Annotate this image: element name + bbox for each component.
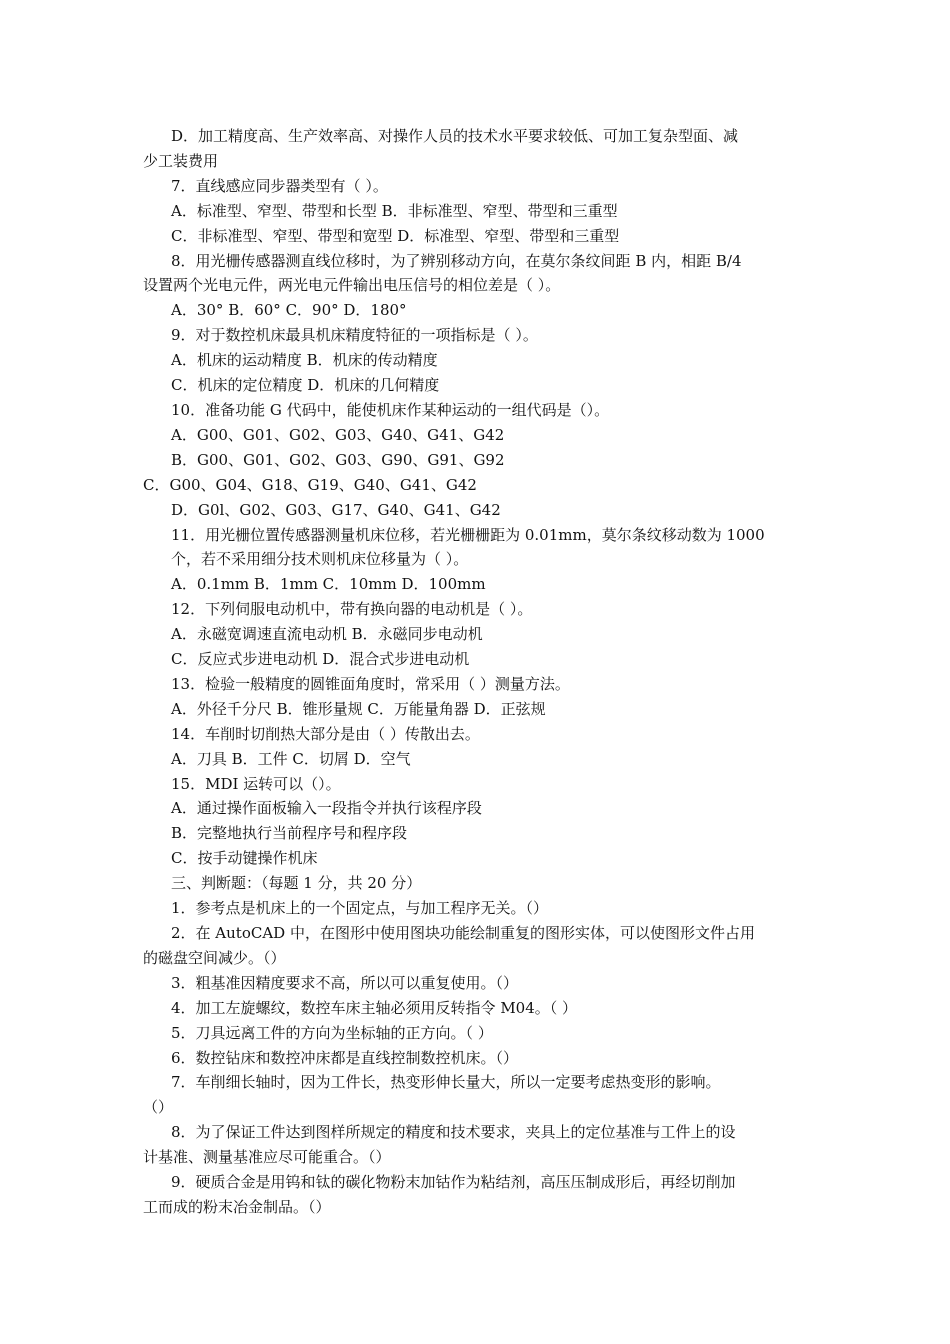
text-line: A．0.1mm B．1mm C．10mm D．100mm: [171, 575, 486, 594]
text-line: C．非标准型、窄型、带型和宽型 D．标准型、窄型、带型和三重型: [171, 226, 620, 245]
text-line: 4．加工左旋螺纹，数控车床主轴必须用反转指令 M04。（ ）: [171, 998, 578, 1017]
text-line: C．按手动键操作机床: [171, 849, 318, 868]
document-page: [143, 124, 809, 1220]
text-line: C．机床的定位精度 D．机床的几何精度: [171, 376, 440, 395]
text-line: （）: [143, 1098, 174, 1117]
text-line: C．反应式步进电动机 D．混合式步进电动机: [171, 650, 470, 669]
text-line: A．机床的运动精度 B．机床的传动精度: [171, 351, 438, 370]
text-line: D．G0l、G02、G03、G17、G40、G41、G42: [171, 500, 501, 519]
text-line: 12．下列伺服电动机中，带有换向器的电动机是（ ）。: [171, 600, 533, 619]
text-line: 7．车削细长轴时，因为工件长，热变形伸长量大，所以一定要考虑热变形的影响。: [171, 1073, 721, 1092]
text-line: 9．硬质合金是用钨和钛的碳化物粉末加钴作为粘结剂，高压压制成形后，再经切削加: [171, 1173, 736, 1192]
text-line: 7．直线感应同步器类型有（ ）。: [171, 176, 388, 195]
text-line: 5．刀具远离工件的方向为坐标轴的正方向。（ ）: [171, 1023, 493, 1042]
text-line: 8．为了保证工件达到图样所规定的精度和技术要求，夹具上的定位基准与工件上的设: [171, 1123, 736, 1142]
text-line: 计基准、测量基准应尽可能重合。（）: [143, 1148, 391, 1167]
text-line: A．外径千分尺 B．锥形量规 C．万能量角器 D．正弦规: [171, 699, 546, 718]
text-line: 6．数控钻床和数控冲床都是直线控制数控机床。（）: [171, 1048, 519, 1067]
text-line: 设置两个光电元件，两光电元件输出电压信号的相位差是（ ）。: [143, 276, 561, 295]
text-line: 的磁盘空间减少。（）: [143, 948, 286, 967]
text-line: 10．准备功能 G 代码中，能使机床作某种运动的一组代码是（）。: [171, 400, 610, 419]
text-line: 1．参考点是机床上的一个固定点，与加工程序无关。（）: [171, 899, 549, 918]
text-line: 8．用光栅传感器测直线位移时，为了辨别移动方向，在莫尔条纹间距 B 内，相距 B/4: [171, 251, 742, 270]
text-line: B．G00、G01、G02、G03、G90、G91、G92: [171, 450, 505, 469]
text-line: B．完整地执行当前程序号和程序段: [171, 824, 408, 843]
text-line: A．标准型、窄型、带型和长型 B．非标准型、窄型、带型和三重型: [171, 201, 618, 220]
text-line: 个，若不采用细分技术则机床位移量为（ ）。: [171, 550, 469, 569]
text-line: 2．在 AutoCAD 中，在图形中使用图块功能绘制重复的图形实体，可以使图形文件占用: [171, 924, 755, 942]
text-line: 13．检验一般精度的圆锥面角度时，常采用（ ）测量方法。: [171, 674, 570, 693]
text-line: D．加工精度高、生产效率高、对操作人员的技术水平要求较低、可加工复杂型面、减: [171, 127, 739, 145]
text-line: A．永磁宽调速直流电动机 B．永磁同步电动机: [171, 625, 483, 644]
text-line: A．刀具 B．工件 C．切屑 D．空气: [171, 749, 411, 768]
text-line: A．通过操作面板输入一段指令并执行该程序段: [171, 799, 482, 818]
text-line: 14．车削时切削热大部分是由（ ）传散出去。: [171, 724, 480, 743]
text-line: 工而成的粉末冶金制品。（）: [143, 1197, 331, 1216]
text-line: 三、判断题：（每题 1 分，共 20 分）: [171, 874, 422, 893]
text-line: 9．对于数控机床最具机床精度特征的一项指标是（ ）。: [171, 326, 538, 345]
text-line: 11．用光栅位置传感器测量机床位移，若光栅栅距为 0.01mm，莫尔条纹移动数为 1000: [171, 525, 765, 544]
text-line: C．G00、G04、G18、G19、G40、G41、G42: [143, 475, 477, 494]
text-line: 3．粗基准因精度要求不高，所以可以重复使用。（）: [171, 973, 519, 992]
text-line: 少工装费用: [143, 151, 219, 170]
text-line: A．G00、G01、G02、G03、G40、G41、G42: [171, 425, 505, 444]
text-line: 15．MDI 运转可以（）。: [171, 774, 341, 793]
text-line: A．30° B．60° C．90° D．180°: [171, 301, 407, 320]
